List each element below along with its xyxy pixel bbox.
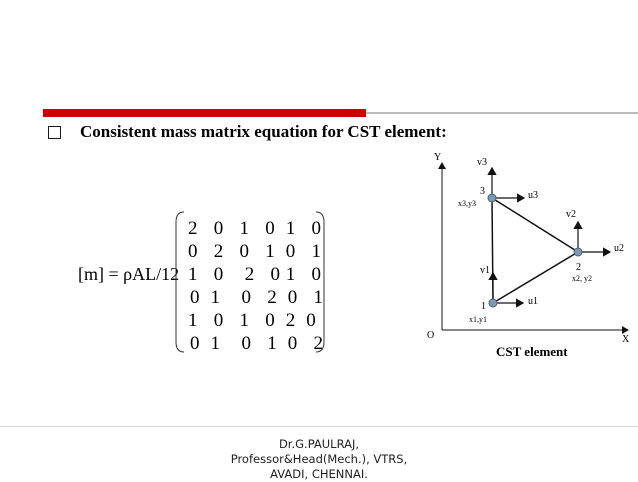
- x-axis-label: X: [622, 334, 630, 345]
- node3-id: 3: [480, 186, 485, 197]
- node2-v-label: v2: [566, 209, 576, 220]
- footer: [200, 437, 438, 482]
- slide-heading: Consistent mass matrix equation for CST element:: [80, 122, 447, 141]
- node1-dot: [489, 299, 497, 307]
- footer-rule: [0, 426, 638, 427]
- node2-u-label: u2: [614, 243, 624, 254]
- matrix-row: 2 0 1 0 1 0: [188, 218, 322, 239]
- matrix-row: 1 0 1 0 2 0: [188, 310, 317, 331]
- matrix-row: 0 2 0 1 0 1: [188, 241, 322, 262]
- matrix-row: 0 1 0 2 0 1: [190, 287, 324, 308]
- origin-label: O: [427, 330, 435, 341]
- node2-id: 2: [576, 262, 581, 273]
- node3-u-label: u3: [528, 190, 538, 201]
- footer-line: AVADI, CHENNAI.: [270, 467, 368, 481]
- footer-line: Dr.G.PAULRAJ,: [278, 437, 360, 451]
- node3-v-label: v3: [477, 157, 487, 168]
- node1-coords: x1,y1: [469, 315, 487, 324]
- y-axis-label: Y: [434, 152, 442, 163]
- node1-id: 1: [481, 301, 486, 312]
- footer-line: Professor&Head(Mech.), VTRS,: [230, 452, 408, 466]
- matrix-lhs: [m] = ρAL/12: [78, 264, 180, 284]
- figure-caption: CST element: [496, 344, 568, 359]
- node3-coords: x3,y3: [458, 199, 476, 208]
- matrix-row: 0 1 0 1 0 2: [190, 333, 324, 354]
- node3-dot: [488, 194, 496, 202]
- node2-dot: [574, 248, 582, 256]
- node2-coords: x2, y2: [572, 274, 592, 283]
- node1-u-label: u1: [528, 296, 538, 307]
- matrix-row: 1 0 2 0 1 0: [188, 264, 322, 285]
- node1-v-label: v1: [480, 265, 490, 276]
